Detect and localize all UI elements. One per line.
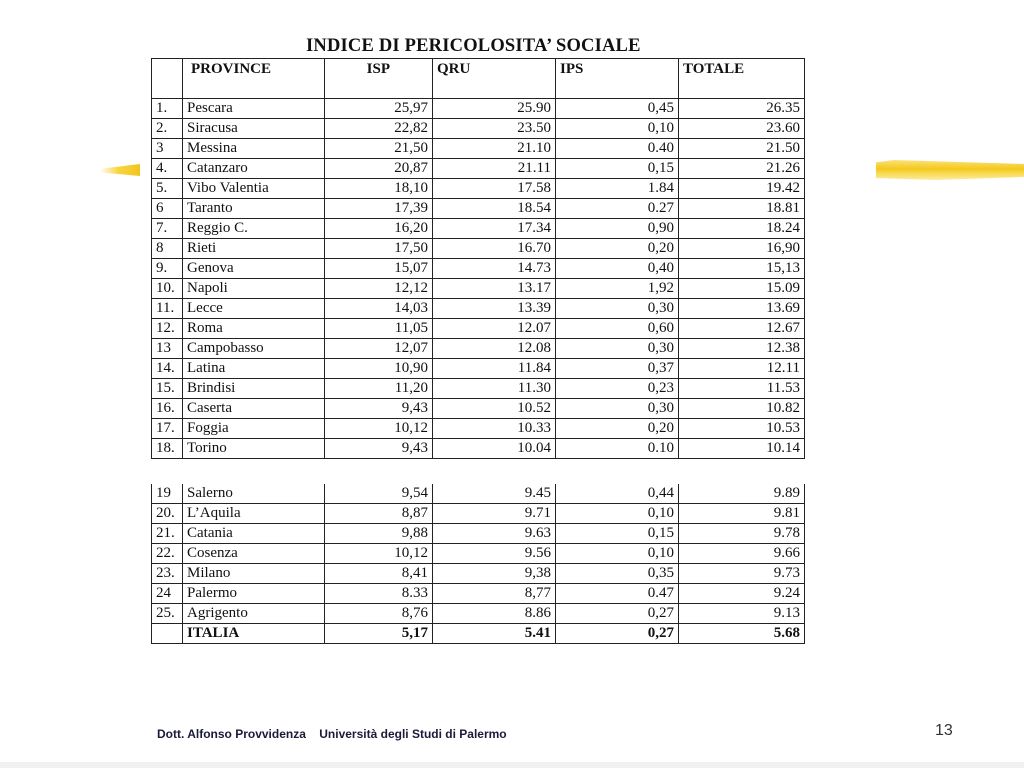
ips-cell: 0.47 (556, 584, 679, 604)
data-table-part2 (151, 484, 805, 644)
province-cell: Reggio C. (183, 219, 325, 239)
header-isp: ISP (325, 59, 433, 99)
row-index-cell: 7. (152, 219, 183, 239)
bottom-divider (0, 762, 1024, 768)
row-index-cell: 21. (152, 524, 183, 544)
table-row (152, 504, 805, 524)
qru-cell: 23.50 (433, 119, 556, 139)
ips-cell: 0,15 (556, 159, 679, 179)
isp-cell: 8.33 (325, 584, 433, 604)
row-index-cell: 24 (152, 584, 183, 604)
isp-cell: 5,17 (325, 624, 433, 644)
totale-cell: 9.81 (679, 504, 805, 524)
isp-cell: 12,07 (325, 339, 433, 359)
isp-cell: 10,12 (325, 544, 433, 564)
totale-cell: 19.42 (679, 179, 805, 199)
province-cell: Palermo (183, 584, 325, 604)
row-index-cell: 23. (152, 564, 183, 584)
isp-cell: 11,05 (325, 319, 433, 339)
totale-cell: 9.73 (679, 564, 805, 584)
ips-cell: 0,40 (556, 259, 679, 279)
province-cell: Genova (183, 259, 325, 279)
ips-cell: 0,30 (556, 339, 679, 359)
table-row (152, 199, 805, 219)
row-index-cell: 1. (152, 99, 183, 119)
qru-cell: 16.70 (433, 239, 556, 259)
province-cell: Pescara (183, 99, 325, 119)
totale-cell: 9.13 (679, 604, 805, 624)
totale-cell: 12.11 (679, 359, 805, 379)
row-index-cell: 14. (152, 359, 183, 379)
ips-cell: 0,27 (556, 624, 679, 644)
province-cell: Brindisi (183, 379, 325, 399)
isp-cell: 8,76 (325, 604, 433, 624)
totale-cell: 9.24 (679, 584, 805, 604)
table-row (152, 379, 805, 399)
isp-cell: 14,03 (325, 299, 433, 319)
totale-cell: 16,90 (679, 239, 805, 259)
table-row (152, 524, 805, 544)
province-cell: Roma (183, 319, 325, 339)
ips-cell: 0.40 (556, 139, 679, 159)
table-header-row (152, 59, 805, 99)
table-row (152, 359, 805, 379)
totale-cell: 15.09 (679, 279, 805, 299)
province-cell: ITALIA (183, 624, 325, 644)
qru-cell: 9.45 (433, 484, 556, 504)
province-cell: Napoli (183, 279, 325, 299)
isp-cell: 9,54 (325, 484, 433, 504)
row-index-cell: 6 (152, 199, 183, 219)
table-row (152, 239, 805, 259)
ips-cell: 0,37 (556, 359, 679, 379)
row-index-cell: 11. (152, 299, 183, 319)
table-row (152, 584, 805, 604)
province-cell: L’Aquila (183, 504, 325, 524)
header-ips: IPS (556, 59, 679, 99)
province-cell: Taranto (183, 199, 325, 219)
isp-cell: 25,97 (325, 99, 433, 119)
qru-cell: 17.34 (433, 219, 556, 239)
isp-cell: 17,50 (325, 239, 433, 259)
qru-cell: 9,38 (433, 564, 556, 584)
row-index-cell: 9. (152, 259, 183, 279)
ips-cell: 0,20 (556, 419, 679, 439)
table-row (152, 259, 805, 279)
slide-title: INDICE DI PERICOLOSITA’ SOCIALE (306, 36, 641, 56)
isp-cell: 16,20 (325, 219, 433, 239)
table-row (152, 604, 805, 624)
row-index-cell: 2. (152, 119, 183, 139)
ips-cell: 0,15 (556, 524, 679, 544)
totale-cell: 13.69 (679, 299, 805, 319)
ips-cell: 0,10 (556, 504, 679, 524)
totale-cell: 12.67 (679, 319, 805, 339)
row-index-cell: 16. (152, 399, 183, 419)
row-index-cell: 10. (152, 279, 183, 299)
province-cell: Catania (183, 524, 325, 544)
qru-cell: 9.56 (433, 544, 556, 564)
qru-cell: 21.11 (433, 159, 556, 179)
isp-cell: 10,90 (325, 359, 433, 379)
isp-cell: 22,82 (325, 119, 433, 139)
qru-cell: 5.41 (433, 624, 556, 644)
qru-cell: 21.10 (433, 139, 556, 159)
table-row (152, 339, 805, 359)
ips-cell: 0,10 (556, 544, 679, 564)
isp-cell: 9,43 (325, 439, 433, 459)
isp-cell: 10,12 (325, 419, 433, 439)
row-index-cell: 22. (152, 544, 183, 564)
isp-cell: 8,41 (325, 564, 433, 584)
row-index-cell: 17. (152, 419, 183, 439)
totale-cell: 10.53 (679, 419, 805, 439)
isp-cell: 9,43 (325, 399, 433, 419)
ips-cell: 0,60 (556, 319, 679, 339)
ips-cell: 0,30 (556, 399, 679, 419)
total-row (152, 624, 805, 644)
highlighter-stroke-right (876, 160, 1024, 180)
footer-university: Università degli Studi di Palermo (319, 727, 507, 741)
qru-cell: 12.08 (433, 339, 556, 359)
totale-cell: 10.14 (679, 439, 805, 459)
ips-cell: 0,44 (556, 484, 679, 504)
province-cell: Siracusa (183, 119, 325, 139)
row-index-cell (152, 624, 183, 644)
table-row (152, 159, 805, 179)
table-row (152, 399, 805, 419)
qru-cell: 14.73 (433, 259, 556, 279)
table-row (152, 544, 805, 564)
row-index-cell: 12. (152, 319, 183, 339)
province-cell: Vibo Valentia (183, 179, 325, 199)
qru-cell: 18.54 (433, 199, 556, 219)
table-row (152, 179, 805, 199)
table-row (152, 139, 805, 159)
table-row (152, 484, 805, 504)
table-row (152, 419, 805, 439)
qru-cell: 10.33 (433, 419, 556, 439)
header-index (152, 59, 183, 99)
isp-cell: 21,50 (325, 139, 433, 159)
totale-cell: 9.66 (679, 544, 805, 564)
table-row (152, 299, 805, 319)
ips-cell: 0,20 (556, 239, 679, 259)
row-index-cell: 13 (152, 339, 183, 359)
table-row (152, 219, 805, 239)
isp-cell: 11,20 (325, 379, 433, 399)
ips-cell: 0,90 (556, 219, 679, 239)
totale-cell: 26.35 (679, 99, 805, 119)
totale-cell: 21.50 (679, 139, 805, 159)
qru-cell: 9.71 (433, 504, 556, 524)
qru-cell: 12.07 (433, 319, 556, 339)
table-row (152, 564, 805, 584)
isp-cell: 12,12 (325, 279, 433, 299)
province-cell: Campobasso (183, 339, 325, 359)
row-index-cell: 5. (152, 179, 183, 199)
province-cell: Rieti (183, 239, 325, 259)
province-cell: Messina (183, 139, 325, 159)
ips-cell: 0.10 (556, 439, 679, 459)
table-row (152, 319, 805, 339)
row-index-cell: 19 (152, 484, 183, 504)
isp-cell: 20,87 (325, 159, 433, 179)
table-row (152, 439, 805, 459)
header-province: PROVINCE (183, 59, 325, 99)
qru-cell: 9.63 (433, 524, 556, 544)
totale-cell: 5.68 (679, 624, 805, 644)
isp-cell: 15,07 (325, 259, 433, 279)
totale-cell: 18.24 (679, 219, 805, 239)
row-index-cell: 20. (152, 504, 183, 524)
qru-cell: 8,77 (433, 584, 556, 604)
qru-cell: 25.90 (433, 99, 556, 119)
qru-cell: 11.84 (433, 359, 556, 379)
row-index-cell: 8 (152, 239, 183, 259)
page-number: 13 (935, 722, 953, 739)
qru-cell: 13.17 (433, 279, 556, 299)
province-cell: Caserta (183, 399, 325, 419)
row-index-cell: 15. (152, 379, 183, 399)
qru-cell: 8.86 (433, 604, 556, 624)
totale-cell: 18.81 (679, 199, 805, 219)
province-cell: Torino (183, 439, 325, 459)
table-row (152, 119, 805, 139)
province-cell: Cosenza (183, 544, 325, 564)
totale-cell: 21.26 (679, 159, 805, 179)
row-index-cell: 18. (152, 439, 183, 459)
header-qru: QRU (433, 59, 556, 99)
totale-cell: 23.60 (679, 119, 805, 139)
ips-cell: 0,23 (556, 379, 679, 399)
totale-cell: 12.38 (679, 339, 805, 359)
footer-credits (157, 727, 517, 741)
ips-cell: 0,27 (556, 604, 679, 624)
ips-cell: 0,45 (556, 99, 679, 119)
qru-cell: 11.30 (433, 379, 556, 399)
qru-cell: 10.52 (433, 399, 556, 419)
qru-cell: 17.58 (433, 179, 556, 199)
data-table-part1 (151, 58, 805, 459)
table-row (152, 99, 805, 119)
ips-cell: 0.27 (556, 199, 679, 219)
ips-cell: 0,35 (556, 564, 679, 584)
footer-author: Dott. Alfonso Provvidenza (157, 727, 306, 741)
province-cell: Milano (183, 564, 325, 584)
ips-cell: 1,92 (556, 279, 679, 299)
highlighter-stroke-left (100, 164, 140, 176)
province-cell: Latina (183, 359, 325, 379)
header-totale: TOTALE (679, 59, 805, 99)
totale-cell: 11.53 (679, 379, 805, 399)
isp-cell: 9,88 (325, 524, 433, 544)
qru-cell: 13.39 (433, 299, 556, 319)
province-cell: Lecce (183, 299, 325, 319)
province-cell: Agrigento (183, 604, 325, 624)
province-cell: Catanzaro (183, 159, 325, 179)
row-index-cell: 4. (152, 159, 183, 179)
ips-cell: 0,30 (556, 299, 679, 319)
totale-cell: 9.78 (679, 524, 805, 544)
row-index-cell: 3 (152, 139, 183, 159)
table-row (152, 279, 805, 299)
totale-cell: 10.82 (679, 399, 805, 419)
qru-cell: 10.04 (433, 439, 556, 459)
totale-cell: 9.89 (679, 484, 805, 504)
isp-cell: 18,10 (325, 179, 433, 199)
totale-cell: 15,13 (679, 259, 805, 279)
row-index-cell: 25. (152, 604, 183, 624)
ips-cell: 0,10 (556, 119, 679, 139)
isp-cell: 17,39 (325, 199, 433, 219)
province-cell: Salerno (183, 484, 325, 504)
province-cell: Foggia (183, 419, 325, 439)
isp-cell: 8,87 (325, 504, 433, 524)
ips-cell: 1.84 (556, 179, 679, 199)
